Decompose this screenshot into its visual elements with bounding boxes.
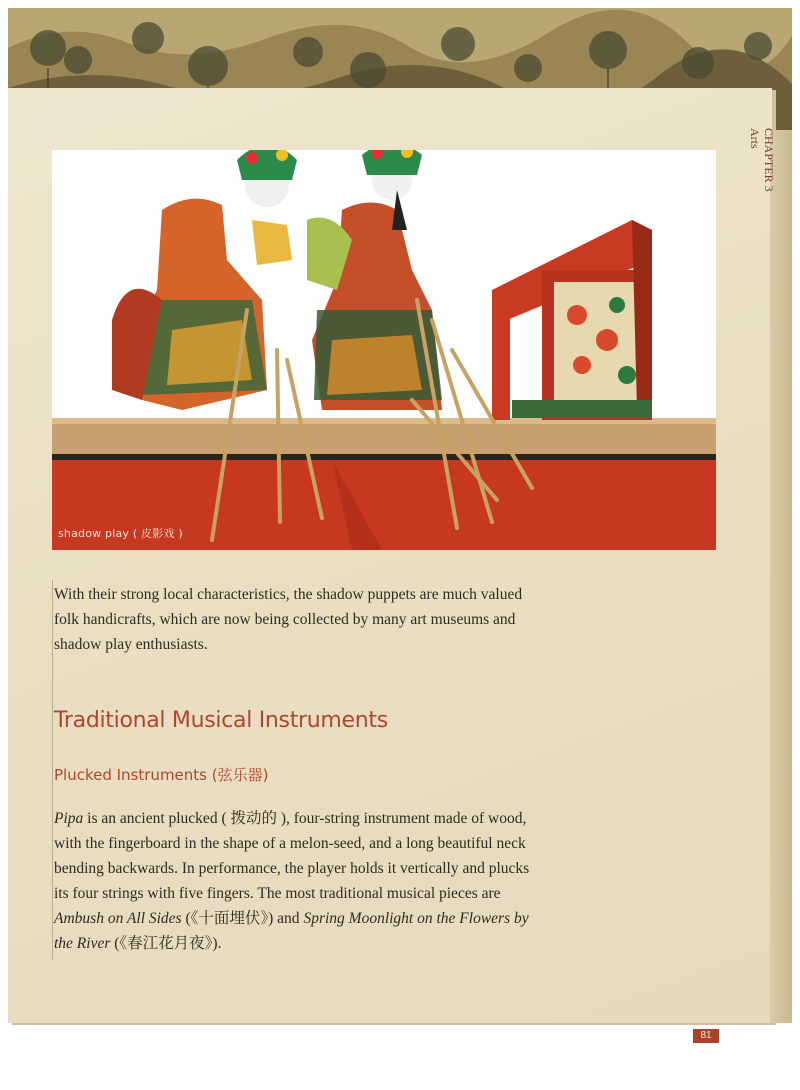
margin-rule bbox=[52, 580, 53, 960]
page-edge bbox=[770, 130, 792, 1023]
chapter-label: CHAPTER 3 bbox=[762, 128, 776, 192]
section-subheading: Plucked Instruments (弦乐器) bbox=[54, 766, 269, 784]
pipa-text-a: is an ancient plucked ( 拨动的 ), four-string instrument made of wood, with the fingerboard in the shape of a melon-seed, and a long beautiful neck bending backwards. In performance, the player holds it vertically and plucks its four strings with five fingers. The most traditional musical pieces are bbox=[54, 810, 530, 902]
paragraph-pipa bbox=[54, 806, 544, 956]
chapter-running-head bbox=[740, 124, 780, 234]
piece-spring-moonlight: Spring Moonlight on the Flowers by the River bbox=[54, 910, 529, 952]
paragraph-shadow-puppets: With their strong local characteristics, the shadow puppets are much valued folk handicrafts, which are now being collected by many art museums and shadow play enthusiasts. bbox=[54, 586, 523, 653]
pipa-text-b: (《十面埋伏》) and bbox=[181, 910, 304, 927]
section-heading: Traditional Musical Instruments bbox=[54, 708, 388, 733]
chapter-title: Arts bbox=[748, 128, 762, 149]
piece-ambush: Ambush on All Sides bbox=[54, 910, 182, 927]
page-number: 81 bbox=[693, 1029, 719, 1043]
pipa-text-c: (《春江花月夜》). bbox=[110, 935, 222, 952]
shadow-play-photo bbox=[52, 150, 716, 550]
photo-caption: shadow play ( 皮影戏 ) bbox=[58, 527, 183, 540]
term-pipa: Pipa bbox=[54, 810, 84, 827]
